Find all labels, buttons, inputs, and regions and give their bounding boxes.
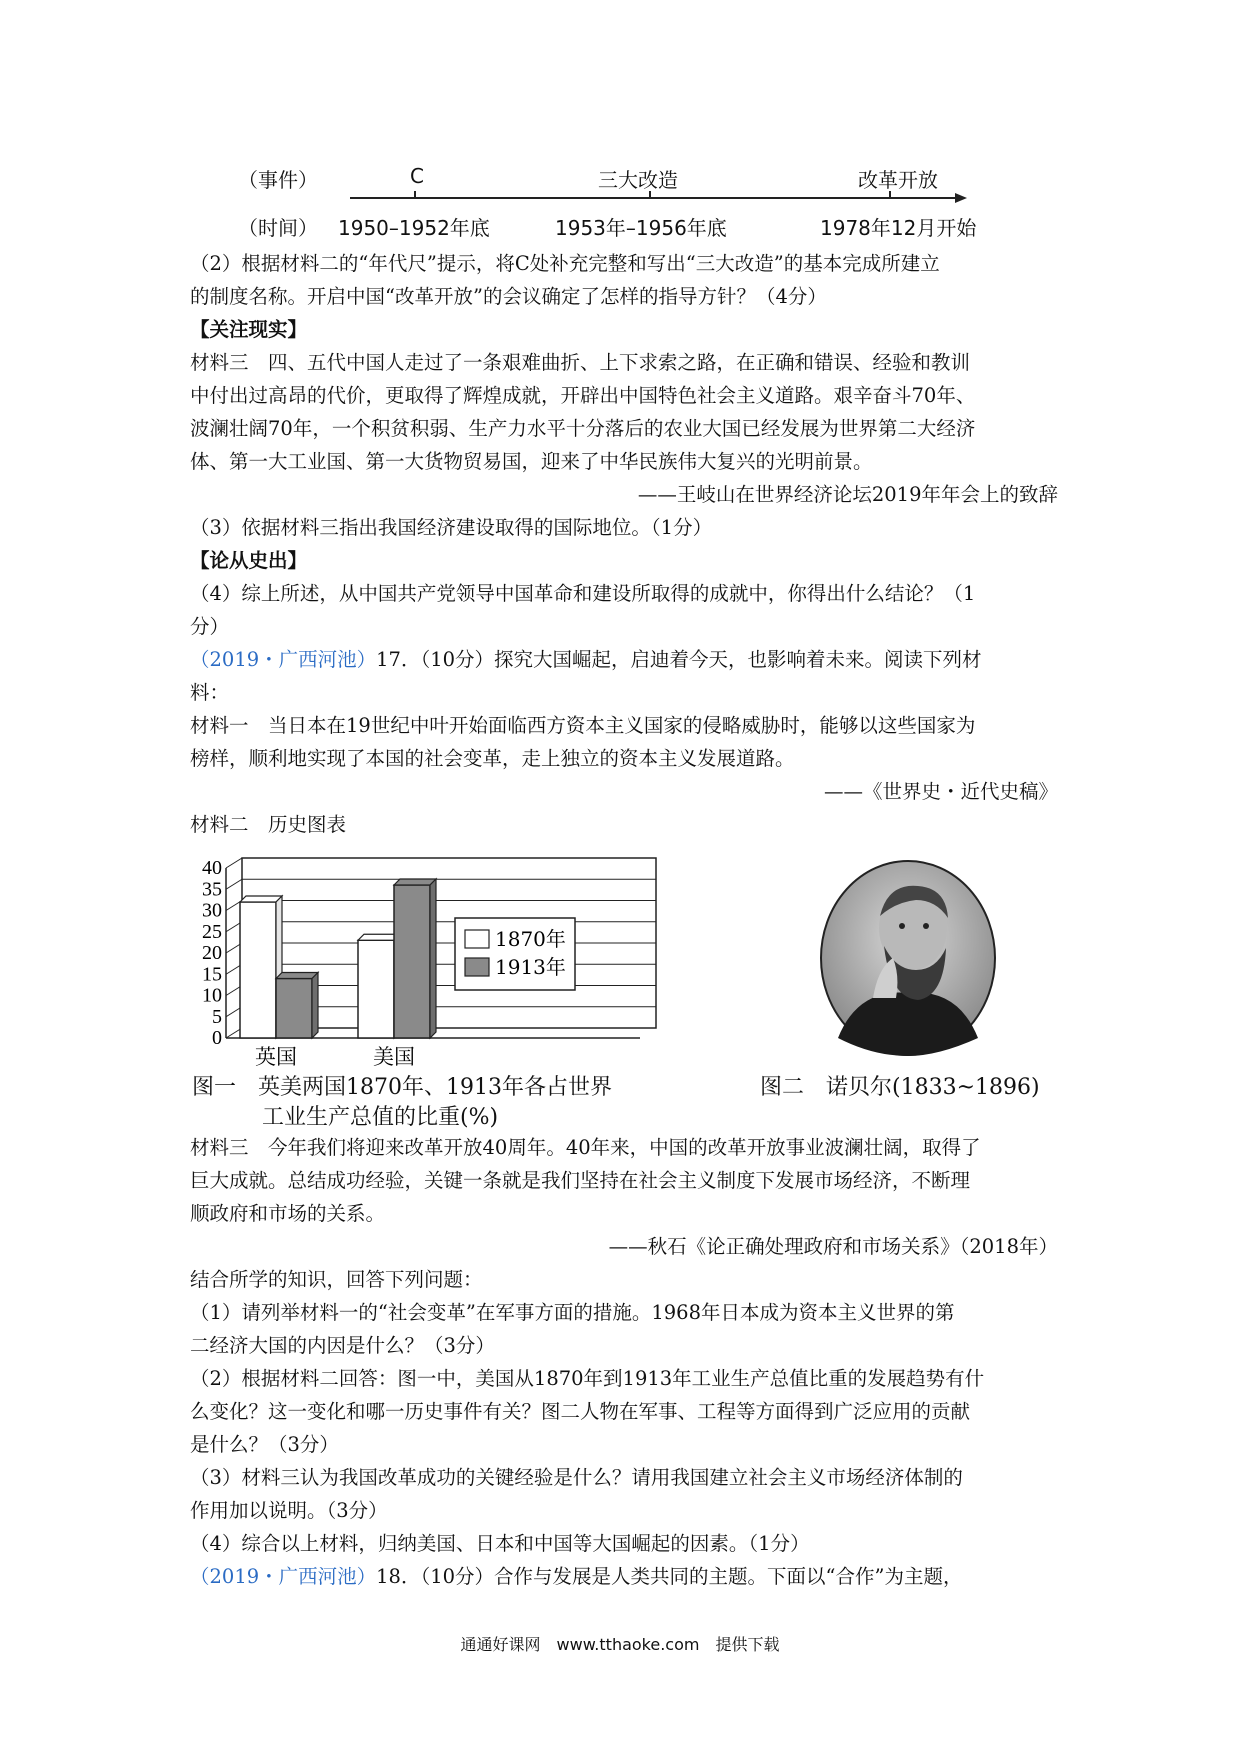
timeline-time-1: 1950–1952年底: [338, 216, 490, 240]
x-tick-label: 美国: [373, 1045, 415, 1068]
grid-diag: [226, 879, 242, 889]
q17-2-cont: 么变化？这一变化和哪一历史事件有关？图二人物在军事、工程等方面得到广泛应用的贡献: [190, 1400, 971, 1423]
answer-instructions: 结合所学的知识，回答下列问题：: [190, 1268, 483, 1291]
question-4: （4）综上所述，从中国共产党领导中国革命和建设所取得的成就中，你得出什么结论？（1: [190, 582, 976, 605]
timeline-time-label: （时间）: [238, 216, 318, 240]
material-3b-line-3: 顺政府和市场的关系。: [190, 1202, 386, 1225]
bar: [358, 940, 394, 1038]
legend-swatch: [465, 958, 489, 976]
question-2: （2）根据材料二的“年代尺”提示，将C处补充完整和写出“三大改造”的基本完成所建立: [190, 252, 940, 275]
bar-side: [430, 879, 436, 1038]
timeline-event-label: （事件）: [238, 168, 318, 192]
bar-top: [276, 973, 318, 979]
section-heading-reality: 【关注现实】: [190, 318, 308, 341]
q17-3-cont: 作用加以说明。（3分）: [190, 1499, 388, 1522]
material-3b-source: ——秋石《论正确处理政府和市场关系》（2018年）: [608, 1235, 1058, 1258]
material-3-line-1: 材料三 四、五代中国人走过了一条艰难曲折、上下求索之路，在正确和错误、经验和教训: [190, 351, 971, 374]
source-tag: （2019・广西河池）: [190, 1565, 377, 1588]
bar: [240, 902, 276, 1038]
timeline-event-c: C: [410, 164, 424, 188]
question-3: （3）依据材料三指出我国经济建设取得的国际地位。（1分）: [190, 516, 713, 539]
timeline-axis: [350, 188, 970, 208]
legend-label: 1870年: [495, 927, 566, 951]
material-1-line-1: 材料一 当日本在19世纪中叶开始面临西方资本主义国家的侵略威胁时，能够以这些国家为: [190, 714, 976, 737]
section-heading-history: 【论从史出】: [190, 549, 308, 572]
q17-2: （2）根据材料二回答：图一中，美国从1870年到1913年工业生产总值比重的发展趋势有什: [190, 1367, 985, 1390]
y-tick-label: 0: [212, 1027, 222, 1049]
footer: 通通好课网 www.tthaoke.com 提供下载: [460, 1635, 780, 1654]
y-tick-label: 35: [202, 878, 222, 901]
question-17-text: 17．（10分）探究大国崛起，启迪着今天，也影响着未来。阅读下列材: [376, 648, 982, 671]
bar-top: [240, 896, 282, 902]
figure-1-caption-line-2: 工业生产总值的比重(%): [262, 1105, 499, 1130]
material-3-line-3: 波澜壮阔70年，一个积贫积弱、生产力水平十分落后的农业大国已经发展为世界第二大经济: [190, 417, 976, 440]
timeline-time-3: 1978年12月开始: [820, 216, 977, 240]
timeline-event-reform: 三大改造: [598, 168, 678, 192]
y-tick-label: 10: [202, 984, 222, 1007]
y-tick-label: 30: [202, 899, 222, 922]
x-tick-label: 英国: [255, 1045, 297, 1068]
material-1-line-2: 榜样，顺利地实现了本国的社会变革，走上独立的资本主义发展道路。: [190, 747, 795, 770]
bar: [394, 885, 430, 1038]
bar: [276, 979, 312, 1039]
bar-side: [312, 973, 318, 1039]
question-4-cont: 分）: [190, 615, 230, 638]
legend-label: 1913年: [495, 955, 566, 979]
q17-4: （4）综合以上材料，归纳美国、日本和中国等大国崛起的因素。（1分）: [190, 1532, 810, 1555]
figure-2-caption: 图二 诺贝尔(1833~1896): [760, 1075, 1040, 1100]
material-3b-line-1: 材料三 今年我们将迎来改革开放40周年。40年来，中国的改革开放事业波澜壮阔，取得了: [190, 1136, 981, 1159]
bar-top: [394, 879, 436, 885]
timeline-time-2: 1953年–1956年底: [555, 216, 727, 240]
y-tick-label: 20: [202, 942, 222, 964]
source-tag: （2019・广西河池）: [190, 648, 377, 671]
bar-chart: [190, 848, 690, 1068]
material-3b-line-2: 巨大成就。总结成功经验，关键一条就是我们坚持在社会主义制度下发展市场经济，不断理: [190, 1169, 971, 1192]
material-2-label: 材料二 历史图表: [190, 813, 347, 836]
question-17-cont: 料：: [190, 681, 230, 704]
material-3-line-4: 体、第一大工业国、第一大货物贸易国，迎来了中华民族伟大复兴的光明前景。: [190, 450, 873, 473]
nobel-portrait: [818, 858, 998, 1058]
question-18-text: 18．（10分）合作与发展是人类共同的主题。下面以“合作”为主题，: [376, 1565, 963, 1588]
q17-2-cont-2: 是什么？（3分）: [190, 1433, 339, 1456]
y-tick-label: 5: [212, 1005, 222, 1028]
figure-1-caption: 图一 英美两国1870年、1913年各占世界: [192, 1075, 612, 1100]
question-2-cont: 的制度名称。开启中国“改革开放”的会议确定了怎样的指导方针？（4分）: [190, 285, 827, 308]
material-3-line-2: 中付出过高昂的代价，更取得了辉煌成就，开辟出中国特色社会主义道路。艰辛奋斗70年、: [190, 384, 976, 407]
material-3-source: ——王岐山在世界经济论坛2019年年会上的致辞: [637, 483, 1058, 506]
material-1-source: ——《世界史・近代史稿》: [823, 780, 1058, 803]
question-17: [190, 648, 982, 672]
q17-1-cont: 二经济大国的内因是什么？（3分）: [190, 1334, 495, 1357]
q17-1: （1）请列举材料一的“社会变革”在军事方面的措施。1968年日本成为资本主义世界的第: [190, 1301, 955, 1324]
question-18: [190, 1565, 962, 1589]
legend-swatch: [465, 930, 489, 948]
y-tick-label: 15: [202, 963, 222, 986]
q17-3: （3）材料三认为我国改革成功的关键经验是什么？请用我国建立社会主义市场经济体制的: [190, 1466, 963, 1489]
grid-diag: [226, 858, 242, 868]
y-tick-label: 40: [202, 857, 222, 879]
y-tick-label: 25: [202, 920, 222, 943]
timeline-event-open: 改革开放: [858, 168, 938, 192]
